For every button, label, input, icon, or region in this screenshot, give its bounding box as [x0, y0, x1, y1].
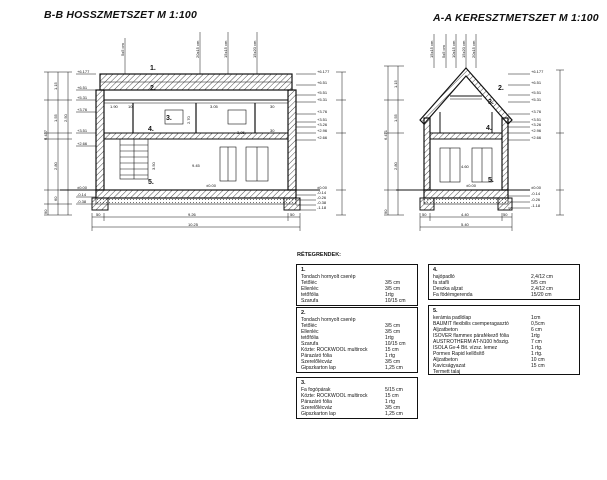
bb-left-level-1: +6.51 [77, 85, 88, 90]
aa-room-5: 5. [488, 177, 494, 184]
layer-name: Szerelőlécváz [301, 359, 333, 365]
layer-value: 1 rtg [385, 353, 396, 359]
bb-right-level-8: +2.66 [317, 135, 328, 140]
legend-heading: RÉTEGRENDEK: [297, 252, 342, 258]
legend-box-1 [296, 264, 418, 306]
bb-top-leaders [125, 32, 257, 74]
bb-bottom-dim-2: 50 [290, 212, 295, 217]
layer-name: Fa fogópárak [301, 387, 331, 393]
aa-right-level-10: -0.14 [531, 191, 541, 196]
bb-int-dim-6: 30 [270, 128, 275, 133]
layer-name: BAUMIT flexibilis csemperagasztó [433, 321, 509, 327]
bb-right-level-1: +6.51 [317, 80, 328, 85]
bb-left-dim-1: 1.15 [53, 82, 58, 90]
layer-name: Fa födémgerenda [433, 292, 473, 298]
layer-name: Pormex Rapid kellősítő [433, 351, 485, 357]
aa-bottom-dim-3: 5.40 [461, 222, 469, 227]
layer-name: Aljzatbeton [433, 327, 458, 333]
layer-name: Ellenléc [301, 286, 319, 292]
bb-right-level-11: -0.26 [317, 195, 327, 200]
bb-int-dim-0: 1.90 [110, 104, 118, 109]
layer-name: Közte: ROCKWOOL multirock [301, 347, 368, 353]
aa-right-level-11: -0.26 [531, 197, 541, 202]
layer-name: Ellenléc [301, 329, 319, 335]
aa-section-title: A-A KERESZTMETSZET M 1:100 [433, 12, 599, 24]
bb-bottom-dim-3: 10.25 [188, 222, 199, 227]
bb-int-dim-4: 2.70 [186, 116, 191, 124]
aa-bottom-dim-2: 50 [503, 212, 508, 217]
bb-left-dim-5: 60 [53, 196, 58, 201]
layer-name: Tondach hornyolt cserép [301, 317, 356, 323]
bb-left-level-2: +5.31 [77, 95, 88, 100]
bb-bottom-dim-1: 9.26 [188, 212, 196, 217]
aa-right-level-4: +3.76 [531, 109, 542, 114]
layer-name: ISOVER flammex párafékező fólia [433, 333, 509, 339]
bb-left-level-0: +6.177 [77, 69, 90, 74]
aa-room-3: 3. [488, 99, 494, 106]
aa-right-level-1: +6.51 [531, 80, 542, 85]
legend-box-3 [296, 377, 418, 419]
layer-value: 15 cm [531, 363, 545, 369]
layer-name: Gipszkarton lap [301, 411, 336, 417]
legend-box-5 [428, 305, 580, 375]
bb-room-5: 5. [148, 179, 154, 186]
aa-left-wall [424, 118, 430, 190]
layer-name: Szarufa [301, 341, 319, 347]
layer-name: Szarufa [301, 298, 319, 304]
layer-name: Gipszkarton lap [301, 365, 336, 371]
layer-name: AUSTROTHERM AT-N100 hőszig. [433, 339, 510, 345]
layer-value: 1,25 cm [385, 365, 403, 371]
layer-name: Aljzatbeton [433, 357, 458, 363]
bb-stairs [120, 139, 148, 179]
aa-top-dim-2: 10x15 cm [451, 40, 456, 58]
bb-room-1: 1. [150, 65, 156, 72]
bb-left-dim-chain [44, 72, 72, 215]
bb-bottom-dim-0: 50 [96, 212, 101, 217]
bb-int-dim-2: 3.05 [210, 104, 218, 109]
aa-top-dim-4: 20x15 cm [471, 40, 476, 58]
aa-right-level-3: +5.31 [531, 97, 542, 102]
bb-int-dim-8: ±0.00 [206, 183, 216, 188]
legend-box-number: 2. [301, 310, 306, 316]
aa-top-dim-1: 5x5 cm [441, 45, 446, 58]
bb-right-level-12: -0.38 [317, 200, 327, 205]
legend-box-number: 3. [301, 380, 306, 386]
layer-value: 3/5 cm [385, 329, 401, 335]
layer-value: 15 cm [385, 393, 399, 399]
layer-name: Tondach hornyolt cserép [301, 274, 356, 280]
layer-value: 1rtg [385, 292, 394, 298]
layer-value: 3/5 cm [385, 359, 401, 365]
layer-name: kerámia padlólap [433, 315, 472, 321]
layer-value: 15 cm [385, 347, 399, 353]
aa-int-dim-0: 4.60 [461, 164, 469, 169]
layer-value: 3/5 cm [385, 405, 401, 411]
layer-value: 0,5cm [531, 321, 545, 327]
aa-left-dim-4: 90 [383, 209, 388, 214]
layer-value: 1cm [531, 315, 541, 321]
legend-row [433, 292, 575, 299]
layer-value: 10/15 cm [385, 298, 406, 304]
bb-int-dim-7: 9.45 [192, 163, 200, 168]
bb-room-3: 3. [166, 115, 172, 122]
legend-box-number: 5. [433, 308, 438, 314]
aa-right-level-2: +5.51 [531, 90, 542, 95]
aa-mid-floor [430, 133, 502, 139]
legend-row [301, 298, 413, 305]
bb-left-level-5: +2.66 [77, 141, 88, 146]
aa-right-level-5: +3.51 [531, 117, 542, 122]
layer-value: 2,4/12 cm [531, 286, 553, 292]
bb-room-2: 2. [150, 85, 156, 92]
aa-left-dim-3: 2.80 [393, 162, 398, 170]
bb-section-title: B-B HOSSZMETSZET M 1:100 [44, 9, 197, 21]
legend-box-number: 1. [301, 267, 306, 273]
aa-bottom-dim-0: 50 [422, 212, 427, 217]
layer-value: 6 cm [531, 327, 542, 333]
bb-left-dim-2: 1.55 [53, 114, 58, 122]
bb-section [44, 32, 346, 231]
bb-top-dim-0: 5x5 cm [120, 43, 125, 56]
layer-value: 5/5 cm [531, 280, 547, 286]
legend-box-number: 4. [433, 267, 438, 273]
layer-value: 3/5 cm [385, 286, 401, 292]
layer-name: tetőfólia [301, 292, 319, 298]
layer-value: 2,4/12 cm [531, 274, 553, 280]
bb-left-dim-3: 2.50 [63, 114, 68, 122]
legend-row [433, 369, 575, 376]
bb-left-level-4: +3.51 [77, 128, 88, 133]
aa-right-wall [502, 118, 508, 190]
layer-name: Deszka aljzat [433, 286, 463, 292]
layer-name: Közte: ROCKWOOL multirock [301, 393, 368, 399]
bb-right-wall [288, 90, 296, 190]
bb-left-wall [96, 90, 104, 190]
aa-left-dim-0: 6.471 [383, 129, 388, 140]
bb-right-level-10: -0.14 [317, 190, 327, 195]
bb-right-level-9: ±0.00 [317, 185, 327, 190]
layer-name: tetőfólia [301, 335, 319, 341]
layer-name: ISOLA Gv-4 Bit. vízsz. lemez [433, 345, 498, 351]
bb-left-level-6: ±0.00 [77, 185, 87, 190]
legend-box-2 [296, 307, 418, 373]
bb-left-level-3: +3.76 [77, 107, 88, 112]
bb-room-4: 4. [148, 126, 154, 133]
bb-left-dim-6: 90 [43, 209, 48, 214]
bb-int-dim-9: 3.50 [151, 162, 156, 170]
bb-top-dim-2: 15x15 cm [223, 40, 228, 58]
aa-top-dim-3: 15x20 cm [461, 40, 466, 58]
layer-name: hajópadló [433, 274, 455, 280]
bb-int-dim-5: 3.05 [237, 130, 245, 135]
layer-name: fa stafli [433, 280, 449, 286]
aa-right-level-7: +2.96 [531, 128, 542, 133]
bb-right-level-0: +6.177 [317, 69, 330, 74]
bb-ground-openings [220, 147, 268, 181]
layer-name: Tetőléc [301, 323, 317, 329]
layer-name: Tetőléc [301, 280, 317, 286]
bb-left-level-7: -0.14 [77, 192, 87, 197]
aa-bottom-dim-1: 4.40 [461, 212, 469, 217]
bb-mid-floor [104, 133, 288, 139]
aa-int-dim-1: ±0.00 [466, 183, 476, 188]
aa-right-level-6: +3.26 [531, 122, 542, 127]
bb-right-level-13: -1.18 [317, 205, 327, 210]
layer-value: 1 rtg. [531, 351, 543, 357]
aa-right-level-9: ±0.00 [531, 185, 541, 190]
layer-value: 1rtg [385, 335, 394, 341]
layer-value: 10/15 cm [385, 341, 406, 347]
bb-top-dim-1: 20x15 cm [195, 40, 200, 58]
aa-right-level-12: -1.18 [531, 203, 541, 208]
layer-value: 1rtg [531, 333, 540, 339]
layer-value: 3/5 cm [385, 280, 401, 286]
layer-name: Termett talaj [433, 369, 461, 375]
legend-row [301, 365, 413, 372]
aa-left-dim-1: 1.15 [393, 80, 398, 88]
aa-ground-slab [424, 190, 508, 198]
layer-name: Párazáró fólia [301, 353, 332, 359]
layer-name: Párazáró fólia [301, 399, 332, 405]
bb-ground-slab [96, 190, 296, 198]
aa-room-4: 4. [486, 125, 492, 132]
bb-right-level-3: +5.31 [317, 97, 328, 102]
bb-top-dim-3: 15x20 cm [252, 40, 257, 58]
layer-value: 5/15 cm [385, 387, 403, 393]
bb-left-level-8: -0.38 [77, 199, 87, 204]
aa-left-dim-2: 1.55 [393, 114, 398, 122]
legend-row [301, 411, 413, 418]
bb-right-level-4: +3.76 [317, 109, 328, 114]
bb-int-dim-3: 30 [270, 104, 275, 109]
legend-box-4 [428, 264, 580, 300]
bb-int-dim-1: 10 [128, 104, 133, 109]
bb-left-dim-0: 6.437 [43, 129, 48, 140]
bb-right-level-6: +3.26 [317, 122, 328, 127]
aa-right-level-0: +6.177 [531, 69, 544, 74]
bb-right-level-7: +2.96 [317, 128, 328, 133]
layer-value: 1 rtg [385, 399, 396, 405]
bb-right-level-5: +3.51 [317, 117, 328, 122]
aa-right-level-8: +2.66 [531, 135, 542, 140]
layer-value: 15/20 cm [531, 292, 552, 298]
layer-name: Szerelőlécváz [301, 405, 333, 411]
aa-top-dim-0: 15x15 cm [429, 40, 434, 58]
aa-room-2: 2. [498, 85, 504, 92]
layer-value: 7 cm [531, 339, 542, 345]
layer-name: Kavicságyazat [433, 363, 466, 369]
layer-value: 3/5 cm [385, 323, 401, 329]
layer-value: 10 cm [531, 357, 545, 363]
layer-value: 1,25 cm [385, 411, 403, 417]
bb-right-level-2: +5.51 [317, 90, 328, 95]
bb-left-dim-4: 2.80 [53, 162, 58, 170]
layer-value: 1 rtg. [531, 345, 543, 351]
